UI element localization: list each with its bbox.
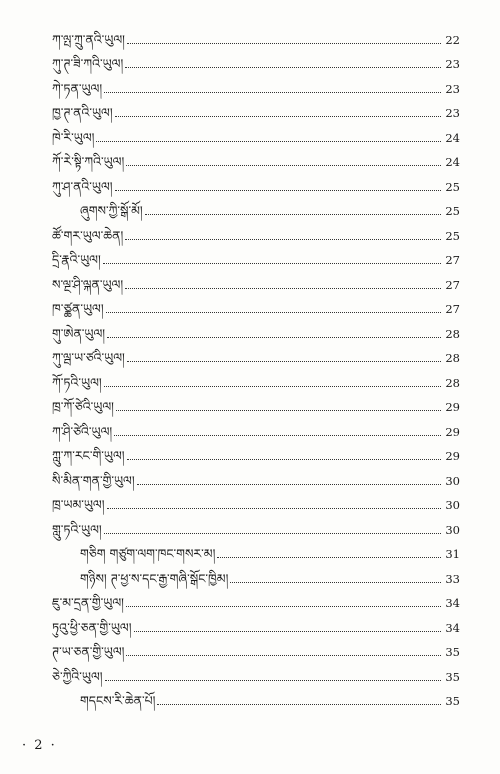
dot-leader bbox=[125, 67, 441, 68]
dot-leader bbox=[114, 435, 441, 436]
dot-leader bbox=[230, 582, 441, 583]
toc-entry-title: ཁྲ་ཀོ་ཙེའི་ཡུལ། bbox=[52, 399, 114, 414]
toc-entry-title: སི་མིན་གན་གྱི་ཡུལ། bbox=[52, 472, 135, 488]
toc-entry-title: ཚོ་གར་ཡུལ་ཆེན། bbox=[52, 227, 124, 243]
dot-leader bbox=[115, 190, 441, 191]
dot-leader bbox=[96, 141, 441, 142]
toc-entry[interactable] bbox=[52, 512, 460, 537]
toc-subentry[interactable] bbox=[52, 194, 460, 219]
toc-entry-title: ཀ་ཤི་ཙེའི་ཡུལ། bbox=[52, 423, 113, 439]
toc-entry[interactable] bbox=[52, 96, 460, 121]
toc-page-number: 23 bbox=[445, 106, 460, 120]
toc-page-number: 30 bbox=[445, 522, 460, 537]
toc-page-number: 34 bbox=[445, 620, 460, 635]
toc-entry-title: ཁྱ་ཊ་ནའི་ཡུལ། bbox=[52, 105, 113, 120]
toc-entry[interactable] bbox=[52, 635, 460, 660]
toc-entry[interactable] bbox=[52, 47, 460, 72]
dot-leader bbox=[103, 263, 441, 264]
toc-entry-title: ཁྲ་ཡམ་ཡུལ། bbox=[52, 497, 105, 512]
toc-entry[interactable] bbox=[52, 218, 460, 243]
toc-entry[interactable] bbox=[52, 488, 460, 513]
toc-page-number: 24 bbox=[445, 155, 460, 169]
toc-page-number: 28 bbox=[445, 351, 460, 365]
toc-entry-title: ཀེ་ཏན་ཡུལ། bbox=[52, 80, 103, 96]
toc-entry-title: ཊ་ཡ་ཅན་གྱི་ཡུལ། bbox=[52, 644, 125, 659]
toc-page-number: 25 bbox=[445, 204, 460, 218]
dot-leader bbox=[104, 92, 441, 93]
dot-leader bbox=[126, 165, 441, 166]
dot-leader bbox=[104, 533, 441, 534]
toc-entry[interactable] bbox=[52, 243, 460, 268]
dot-leader bbox=[105, 680, 441, 681]
dot-leader bbox=[217, 557, 441, 558]
toc-page-number: 23 bbox=[445, 81, 460, 96]
toc-page-number: 33 bbox=[445, 571, 460, 586]
toc-page-number: 34 bbox=[445, 596, 460, 610]
page-number: · 2 · bbox=[22, 738, 57, 753]
dot-leader bbox=[127, 459, 441, 460]
toc-entry-title: དྲི་རྣའི་ཡུལ། bbox=[52, 252, 101, 267]
toc-entry-title: ཀུ་ཊ་ཟི་ཀའི་ཡུལ། bbox=[52, 56, 124, 71]
toc-entry-title: གླུ་ཏའི་ཡུལ། bbox=[52, 521, 102, 537]
toc-page-number: 22 bbox=[445, 32, 460, 47]
dot-leader bbox=[157, 704, 441, 705]
toc-entry-title: གཅིག གཙུག་ལག་ཁང་གསར་མ། bbox=[80, 546, 216, 561]
toc-page-number: 29 bbox=[445, 400, 460, 414]
toc-page-number: 27 bbox=[445, 302, 460, 316]
toc-page-number: 30 bbox=[445, 498, 460, 512]
toc-entry-title: ཀོ་ཏའི་ཡུལ། bbox=[52, 374, 102, 390]
toc-page-number: 35 bbox=[445, 694, 460, 708]
toc-page-number: 31 bbox=[445, 547, 460, 561]
toc-entry-title: ཇུ་མ་དྲན་གྱི་ཡུལ། bbox=[52, 595, 124, 610]
toc-entry-title: ཀླུ་ཀ་རང་གི་ཡུལ། bbox=[52, 448, 125, 463]
toc-entry[interactable] bbox=[52, 145, 460, 170]
toc-entry-title: ཀུ་ལྦ་ཡ་ཙའི་ཡུལ། bbox=[52, 350, 125, 365]
toc-entry[interactable] bbox=[52, 22, 460, 47]
toc-entry[interactable] bbox=[52, 610, 460, 635]
dot-leader bbox=[137, 484, 441, 485]
toc-entry[interactable] bbox=[52, 316, 460, 341]
toc-entry[interactable] bbox=[52, 71, 460, 96]
toc-page-number: 35 bbox=[445, 645, 460, 659]
toc-entry-title: ཀོ་རེ་སྟི་ཀའི་ཡུལ། bbox=[52, 154, 125, 169]
toc-entry-title: ཞུགས་ཀྱི་སྒོ་མོ། bbox=[80, 203, 143, 218]
dot-leader bbox=[106, 312, 441, 313]
table-of-contents bbox=[52, 22, 460, 708]
toc-entry[interactable] bbox=[52, 341, 460, 366]
toc-entry-title: ཅེ་ཀྱིའི་ཡུལ། bbox=[52, 668, 103, 684]
toc-page-number: 27 bbox=[445, 277, 460, 292]
toc-page-number: 25 bbox=[445, 228, 460, 243]
toc-page-number: 35 bbox=[445, 669, 460, 684]
toc-page-number: 24 bbox=[445, 130, 460, 145]
toc-entry[interactable] bbox=[52, 463, 460, 488]
dot-leader bbox=[145, 214, 441, 215]
toc-page-number: 27 bbox=[445, 253, 460, 267]
dot-leader bbox=[126, 606, 441, 607]
toc-entry-title: གདངས་རི་ཆེན་པོ། bbox=[80, 693, 156, 708]
toc-page-number: 29 bbox=[445, 424, 460, 439]
toc-entry[interactable] bbox=[52, 292, 460, 317]
toc-entry[interactable] bbox=[52, 390, 460, 415]
toc-entry[interactable] bbox=[52, 169, 460, 194]
dot-leader bbox=[125, 239, 441, 240]
toc-subentry[interactable] bbox=[52, 684, 460, 709]
toc-entry-title: ཁ་ཙྪན་ཡུལ། bbox=[52, 301, 104, 316]
dot-leader bbox=[125, 288, 441, 289]
toc-page-number: 23 bbox=[445, 57, 460, 71]
dot-leader bbox=[116, 410, 441, 411]
dot-leader bbox=[107, 337, 441, 338]
toc-entry[interactable] bbox=[52, 120, 460, 145]
dot-leader bbox=[134, 631, 442, 632]
toc-page-number: 28 bbox=[445, 375, 460, 390]
toc-page-number: 29 bbox=[445, 449, 460, 463]
toc-entry[interactable] bbox=[52, 586, 460, 611]
toc-page-number: 25 bbox=[445, 179, 460, 194]
toc-page-number: 30 bbox=[445, 473, 460, 488]
toc-entry-title: ཀ་ལྤ་ཀྲུ་ནའི་ཡུལ། bbox=[52, 31, 125, 47]
dot-leader bbox=[127, 361, 441, 362]
toc-entry[interactable] bbox=[52, 267, 460, 292]
dot-leader bbox=[126, 655, 441, 656]
toc-entry-title: ས་ལྔ་ཤི་ལྐན་ཡུལ། bbox=[52, 276, 124, 292]
toc-entry-title: ཀུ་ཤ་ནའི་ཡུལ། bbox=[52, 178, 113, 194]
toc-entry-title: གུ་ཨེན་ཡུལ། bbox=[52, 325, 106, 341]
toc-entry-title: གཉིས། ཊ་ཕྱ་ས་དང་རྒྱ་གཞི་སྒོང་ཁྱིམ། bbox=[80, 570, 229, 586]
toc-entry[interactable] bbox=[52, 365, 460, 390]
dot-leader bbox=[115, 116, 441, 117]
toc-entry[interactable] bbox=[52, 659, 460, 684]
dot-leader bbox=[127, 43, 441, 44]
toc-entry-title: ཏུའུ་ཕྱི་ཅན་གྱི་ཡུལ། bbox=[52, 619, 132, 635]
toc-subentry[interactable] bbox=[52, 537, 460, 562]
toc-entry[interactable] bbox=[52, 414, 460, 439]
toc-entry[interactable] bbox=[52, 439, 460, 464]
toc-entry-title: ཁེ་རི་ཡུལ། bbox=[52, 129, 95, 145]
dot-leader bbox=[104, 386, 441, 387]
toc-subentry[interactable] bbox=[52, 561, 460, 586]
dot-leader bbox=[107, 508, 441, 509]
toc-page-number: 28 bbox=[445, 326, 460, 341]
